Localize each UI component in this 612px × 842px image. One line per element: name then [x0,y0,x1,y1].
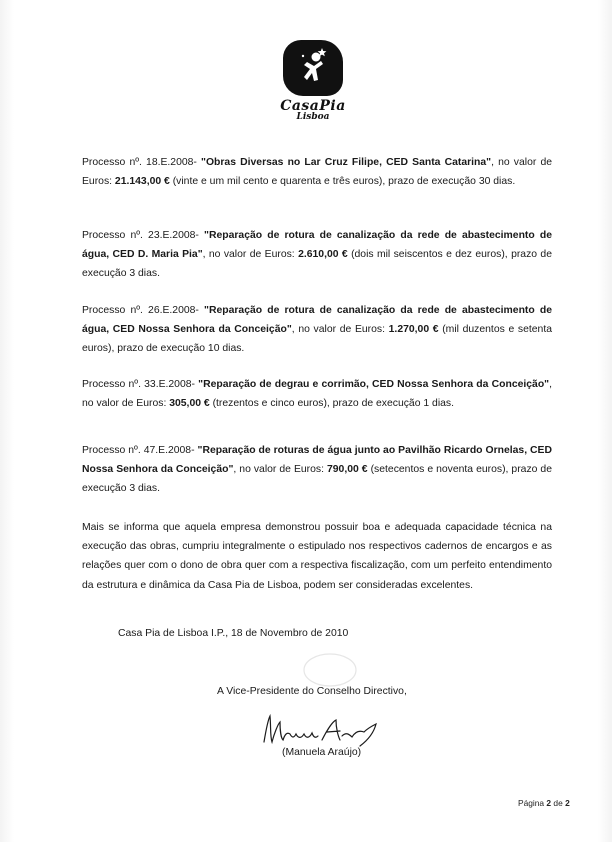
casa-pia-star-figure-icon [283,40,343,96]
logo [278,40,348,122]
page-total: 2 [565,798,570,808]
value-intro: , no valor de Euros: [82,379,552,409]
process-number: Processo nº. 33.E.2008- [82,379,195,390]
value-intro: , no valor de Euros: [291,324,385,335]
process-details: (trezentos e cinco euros), prazo de execução 1 dias. [212,398,454,409]
process-title: "Reparação de rotura de canalização da rede de abastecimento de água, CED D. Maria Pia" [82,230,552,260]
process-value: 305,00 € [169,398,210,409]
process-title: "Reparação de degrau e corrimão, CED Nossa Senhora da Conceição" [198,379,550,390]
process-number: Processo nº. 23.E.2008- [82,230,199,241]
process-value: 1.270,00 € [388,324,439,335]
place-and-date: Casa Pia de Lisboa I.P., 18 de Novembro de 2010 [118,628,349,639]
process-title: "Reparação de roturas de água junto ao Pavilhão Ricardo Ornelas, CED Nossa Senhora da Conceição" [82,445,552,475]
process-value: 790,00 € [327,464,368,475]
value-intro: , no valor de Euros: [82,157,553,187]
page-number [518,798,570,808]
process-details: (setecentos e noventa euros), prazo de execução 3 dias. [82,464,552,494]
value-intro: , no valor de Euros: [233,464,324,475]
process-number: Processo nº. 18.E.2008- [82,157,197,168]
logo-subtitle: Lisboa [296,112,330,122]
process-details: (mil duzentos e setenta euros), prazo de execução 10 dias. [82,324,552,354]
closing-paragraph: Mais se informa que aquela empresa demonstrou possuir boa e adequada capacidade técnica na execução das obras, cumpriu integralmente o estipulado nos respectivos cadernos de encargos e as relações quer com o dono de obra quer com a respectiva fiscalização, com um perfeito entendimento da estrutura e dinâmica da Casa Pia de Lisboa, podem ser consideradas excelentes. [82,522,552,591]
process-paragraph [82,375,552,413]
process-title: "Reparação de rotura de canalização da rede de abastecimento de água, CED Nossa Senhora da Conceição" [82,305,552,335]
logo-name: CasaPia [280,98,346,114]
process-value: 2.610,00 € [298,249,348,260]
process-number: Processo nº. 26.E.2008- [82,305,199,316]
process-number: Processo nº. 47.E.2008- [82,445,195,456]
process-paragraph [82,301,552,358]
page-of: de [553,798,563,808]
page-current: 2 [546,798,552,808]
process-paragraph [82,153,552,191]
process-details: (dois mil seiscentos e dez euros), prazo de execução 3 dias. [82,249,552,279]
process-paragraph [82,226,552,283]
process-paragraph [82,441,552,498]
signatory-name: (Manuela Araújo) [282,747,362,758]
signatory-title: A Vice-Presidente do Conselho Directivo, [217,686,407,697]
process-value: 21.143,00 € [114,176,170,187]
process-title: "Obras Diversas no Lar Cruz Filipe, CED Santa Catarina" [201,157,492,168]
process-details: (vinte e um mil cento e quarenta e três euros), prazo de execução 30 dias. [172,176,516,187]
page-label: Página [518,798,545,808]
value-intro: , no valor de Euros: [202,249,295,260]
